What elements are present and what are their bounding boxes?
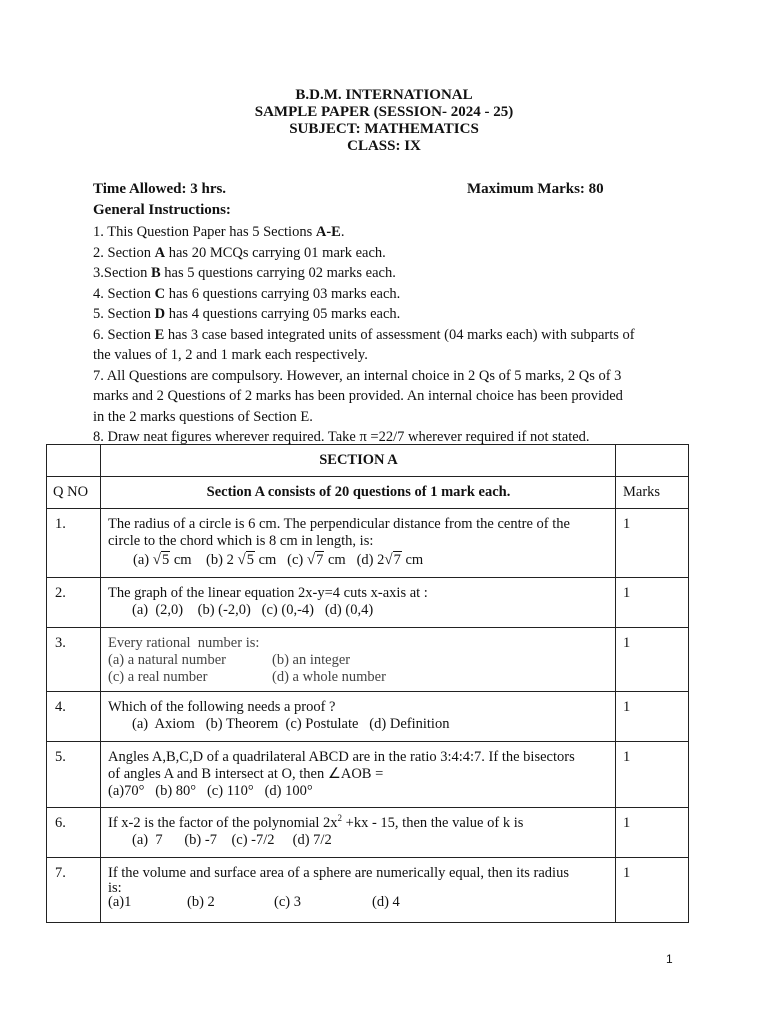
question-row-3 — [47, 628, 689, 692]
question-number: 3. — [55, 635, 66, 651]
instructions-title: General Instructions: — [93, 202, 231, 218]
question-number: 4. — [55, 699, 66, 715]
question-row-5 — [47, 742, 689, 808]
question-number: 7. — [55, 865, 66, 881]
paper-header — [0, 87, 768, 155]
paper-title: SAMPLE PAPER (SESSION- 2024 - 25) — [254, 104, 514, 120]
sqrt-symbol: √7 — [306, 552, 324, 568]
time-allowed: Time Allowed: 3 hrs. — [93, 181, 227, 197]
maximum-marks: Maximum Marks: 80 — [467, 181, 604, 197]
subject-line: SUBJECT: MATHEMATICS — [289, 121, 479, 137]
question-marks: 1 — [623, 635, 631, 651]
page-number: 1 — [666, 952, 673, 966]
general-instructions — [93, 222, 683, 448]
column-header-row — [47, 477, 689, 509]
question-marks: 1 — [623, 585, 631, 601]
col-header-qno: Q NO — [53, 484, 89, 500]
instruction-4: 4. Section C has 6 questions carrying 03 marks each. — [93, 285, 401, 302]
question-text: The radius of a circle is 6 cm. The perpendicular distance from the centre of the circle to the chord which is 8 cm in length, is: (a) √5 cm (b) 2 √5 cm (c) √7 cm (d) 2√7 cm — [101, 509, 615, 573]
sqrt-symbol: √7 — [384, 552, 401, 568]
question-row-2 — [47, 578, 689, 628]
instruction-6: 6. Section E has 3 case based integrated units of assessment (04 marks each) with subparts of — [93, 326, 635, 343]
question-number: 6. — [55, 815, 66, 831]
exam-meta — [93, 181, 613, 199]
question-text: Which of the following needs a proof ? (a) Axiom (b) Theorem (c) Postulate (d) Definition — [101, 692, 615, 737]
question-options: (c) a real number (d) a whole number — [108, 669, 386, 685]
question-row-4 — [47, 692, 689, 742]
question-row-1 — [47, 509, 689, 578]
school-name: B.D.M. INTERNATIONAL — [295, 87, 473, 103]
question-marks: 1 — [623, 815, 631, 831]
question-marks: 1 — [623, 699, 631, 715]
question-row-6 — [47, 808, 689, 858]
question-text: Angles A,B,C,D of a quadrilateral ABCD are in the ratio 3:4:4:7. If the bisectors of angles A and B intersect at O, then ∠AOB = (a)70° (b) 80° (c) 110° (d) 100° — [101, 742, 615, 804]
question-options: (a) 7 (b) -7 (c) -7/2 (d) 7/2 — [132, 832, 332, 848]
class-line: CLASS: IX — [347, 138, 421, 154]
question-text: If the volume and surface area of a sphere are numerically equal, then its radius is: (a)1 (b) 2 (c) 3 (d) 4 — [101, 858, 615, 915]
question-options: (a) (2,0) (b) (-2,0) (c) (0,-4) (d) (0,4) — [132, 602, 374, 618]
sqrt-symbol: √5 — [237, 552, 254, 568]
instruction-3: 3.Section B has 5 questions carrying 02 marks each. — [93, 265, 396, 281]
question-options: (a)1 (b) 2 (c) 3 (d) 4 — [108, 894, 400, 910]
question-text: Every rational number is: (a) a natural number (b) an integer (c) a real number (d) a whole number — [101, 628, 615, 690]
question-marks: 1 — [623, 749, 631, 765]
section-title: SECTION A — [319, 452, 398, 468]
question-text: If x-2 is the factor of the polynomial $2x^2 +kx - 15$, then the value of k is (a) 7 (b) -7 (c) -7/2 (d) 7/2 — [101, 808, 615, 853]
question-options: (a)70° (b) 80° (c) 110° (d) 100° — [108, 783, 313, 799]
question-number: 2. — [55, 585, 66, 601]
section-a-table — [46, 444, 689, 923]
col-header-marks: Marks — [623, 484, 661, 500]
question-options: (a) a natural number (b) an integer — [108, 652, 351, 668]
col-header-desc: Section A consists of 20 questions of 1 mark each. — [206, 484, 511, 500]
instruction-2: 2. Section A has 20 MCQs carrying 01 mark each. — [93, 244, 386, 261]
question-text: The graph of the linear equation 2x-y=4 cuts x-axis at : (a) (2,0) (b) (-2,0) (c) (0,-4) (d) (0,4) — [101, 578, 615, 623]
question-marks: 1 — [623, 865, 631, 881]
instruction-8: 8. Draw neat figures wherever required. Take π =22/7 wherever required if not stated. — [93, 429, 590, 445]
question-marks: 1 — [623, 516, 631, 532]
instruction-7-cont2: in the 2 marks questions of Section E. — [93, 408, 313, 425]
question-number: 1. — [55, 516, 66, 532]
question-options: (a) √5 cm (b) 2 √5 cm (c) √7 cm (d) 2√7 cm — [133, 552, 424, 568]
question-options: (a) Axiom (b) Theorem (c) Postulate (d) Definition — [132, 716, 450, 732]
question-row-7 — [47, 858, 689, 923]
instruction-5: 5. Section D has 4 questions carrying 05 marks each. — [93, 306, 401, 322]
instruction-1: 1. This Question Paper has 5 Sections A-E. — [93, 224, 345, 240]
sqrt-symbol: √5 — [152, 552, 170, 568]
section-title-row — [47, 445, 689, 477]
question-number: 5. — [55, 749, 66, 765]
instruction-7-cont: marks and 2 Questions of 2 marks has been provided. An internal choice has been provided — [93, 388, 623, 404]
instruction-7: 7. All Questions are compulsory. However, an internal choice in 2 Qs of 5 marks, 2 Qs of 3 — [93, 367, 622, 384]
instruction-6-cont: the values of 1, 2 and 1 mark each respectively. — [93, 347, 368, 363]
